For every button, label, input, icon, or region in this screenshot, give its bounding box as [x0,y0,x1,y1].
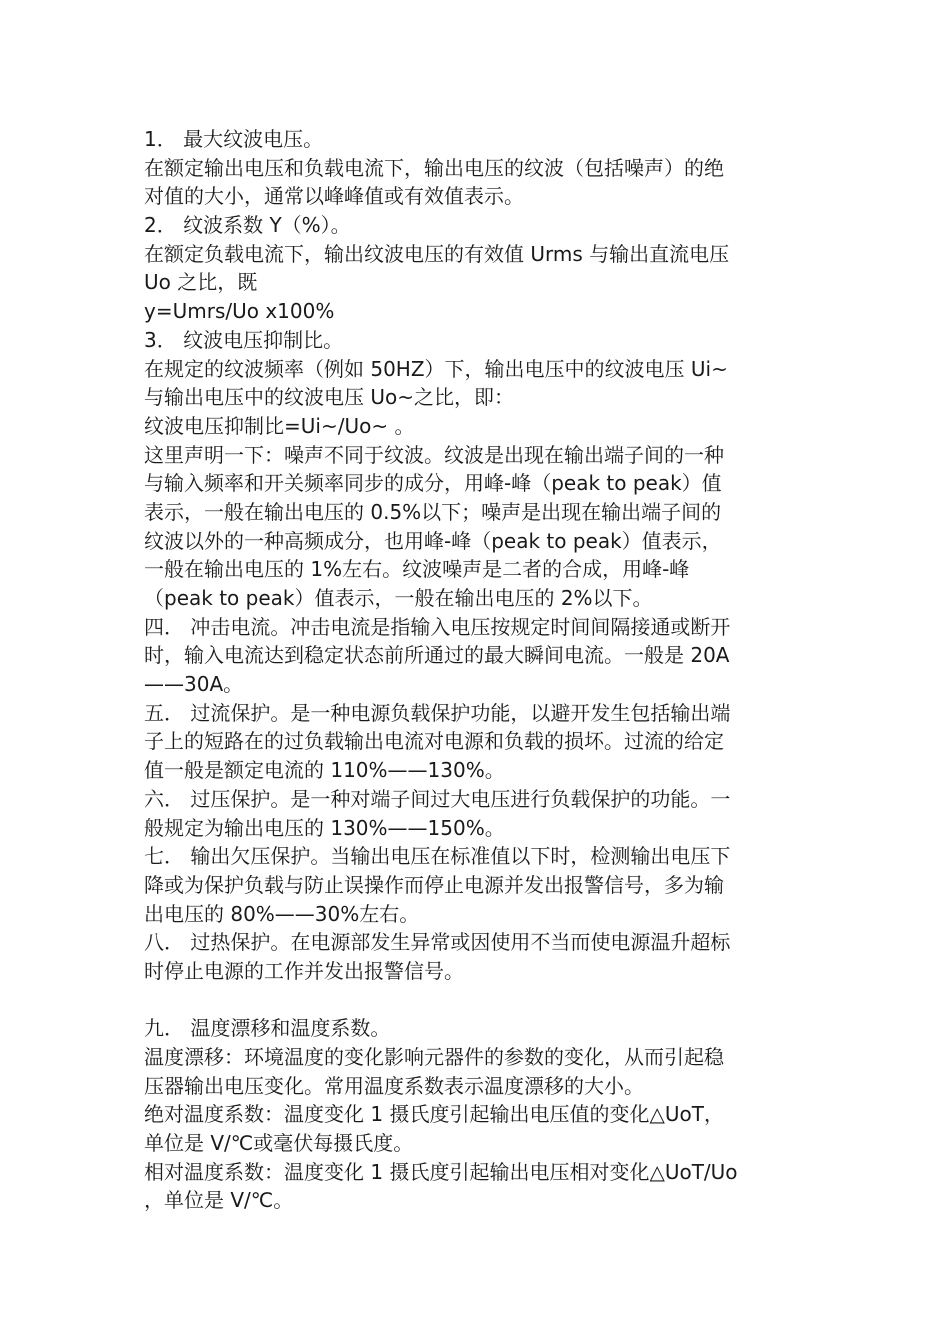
paragraph-line: 绝对温度系数：温度变化 1 摄氏度引起输出电压值的变化△UoT， [144,1102,724,1127]
heading-overheat-protection: 八． 过热保护。在电源部发生异常或因使用不当而使电源温升超标 [144,930,731,955]
paragraph-line: ，单位是 V/℃。 [144,1188,294,1213]
paragraph-line: 出电压的 80%——30%左右。 [144,901,420,926]
paragraph-line: ——30A。 [144,672,244,697]
paragraph-line: 在额定输出电压和负载电流下，输出电压的纹波（包括噪声）的绝 [144,155,724,180]
paragraph-line: 值一般是额定电流的 110%——130%。 [144,758,505,783]
paragraph-line: 时停止电源的工作并发出报警信号。 [144,958,464,983]
paragraph-line: 子上的短路在的过负载输出电流对电源和负载的损坏。过流的给定 [144,729,724,754]
paragraph-line: 对值的大小，通常以峰峰值或有效值表示。 [144,184,524,209]
paragraph-line: 时，输入电流达到稳定状态前所通过的最大瞬间电流。一般是 20A [144,643,730,668]
heading-ripple-rejection-ratio: 3． 纹波电压抑制比。 [144,327,344,352]
paragraph-line: 一般在输出电压的 1%左右。纹波噪声是二者的合成，用峰-峰 [144,557,690,582]
heading-undervoltage-protection: 七． 输出欠压保护。当输出电压在标准值以下时，检测输出电压下 [144,844,731,869]
heading-temperature-drift: 九． 温度漂移和温度系数。 [144,1016,391,1041]
paragraph-line: 单位是 V/℃或毫伏每摄氏度。 [144,1131,414,1156]
heading-ripple-coefficient: 2． 纹波系数 Y（%）。 [144,213,351,238]
blank-line [144,986,809,1015]
paragraph-line: 表示，一般在输出电压的 0.5%以下；噪声是出现在输出端子间的 [144,499,722,524]
paragraph-line: 这里声明一下：噪声不同于纹波。纹波是出现在输出端子间的一种 [144,442,724,467]
paragraph-line: （peak to peak）值表示，一般在输出电压的 2%以下。 [144,586,653,610]
heading-inrush-current: 四． 冲击电流。冲击电流是指输入电压按规定时间间隔接通或断开 [144,614,731,639]
paragraph-line: 在额定负载电流下，输出纹波电压的有效值 Urms 与输出直流电压 [144,241,730,266]
heading-overvoltage-protection: 六． 过压保护。是一种对端子间过大电压进行负载保护的功能。一 [144,786,731,811]
paragraph-line: 在规定的纹波频率（例如 50HZ）下，输出电压中的纹波电压 Ui~ [144,356,728,381]
formula-line: y=Umrs/Uo x100% [144,299,335,324]
formula-line: 纹波电压抑制比=Ui~/Uo~ 。 [144,413,415,438]
paragraph-line: 相对温度系数：温度变化 1 摄氏度引起输出电压相对变化△UoT/Uo [144,1159,738,1184]
paragraph-line: Uo 之比，既 [144,270,258,295]
heading-overcurrent-protection: 五． 过流保护。是一种电源负载保护功能，以避开发生包括输出端 [144,700,731,725]
paragraph-line: 与输出电压中的纹波电压 Uo~之比，即： [144,385,514,410]
paragraph-line: 压器输出电压变化。常用温度系数表示温度漂移的大小。 [144,1073,644,1098]
paragraph-line: 降或为保护负载与防止误操作而停止电源并发出报警信号，多为输 [144,872,724,897]
paragraph-line: 般规定为输出电压的 130%——150%。 [144,815,505,840]
document-body [144,125,809,1215]
heading-max-ripple-voltage: 1． 最大纹波电压。 [144,127,324,151]
paragraph-line: 纹波以外的一种高频成分，也用峰-峰（peak to peak）值表示， [144,528,722,553]
paragraph-line: 与输入频率和开关频率同步的成分，用峰-峰（peak to peak）值 [144,471,722,496]
paragraph-line: 温度漂移：环境温度的变化影响元器件的参数的变化，从而引起稳 [144,1045,724,1069]
